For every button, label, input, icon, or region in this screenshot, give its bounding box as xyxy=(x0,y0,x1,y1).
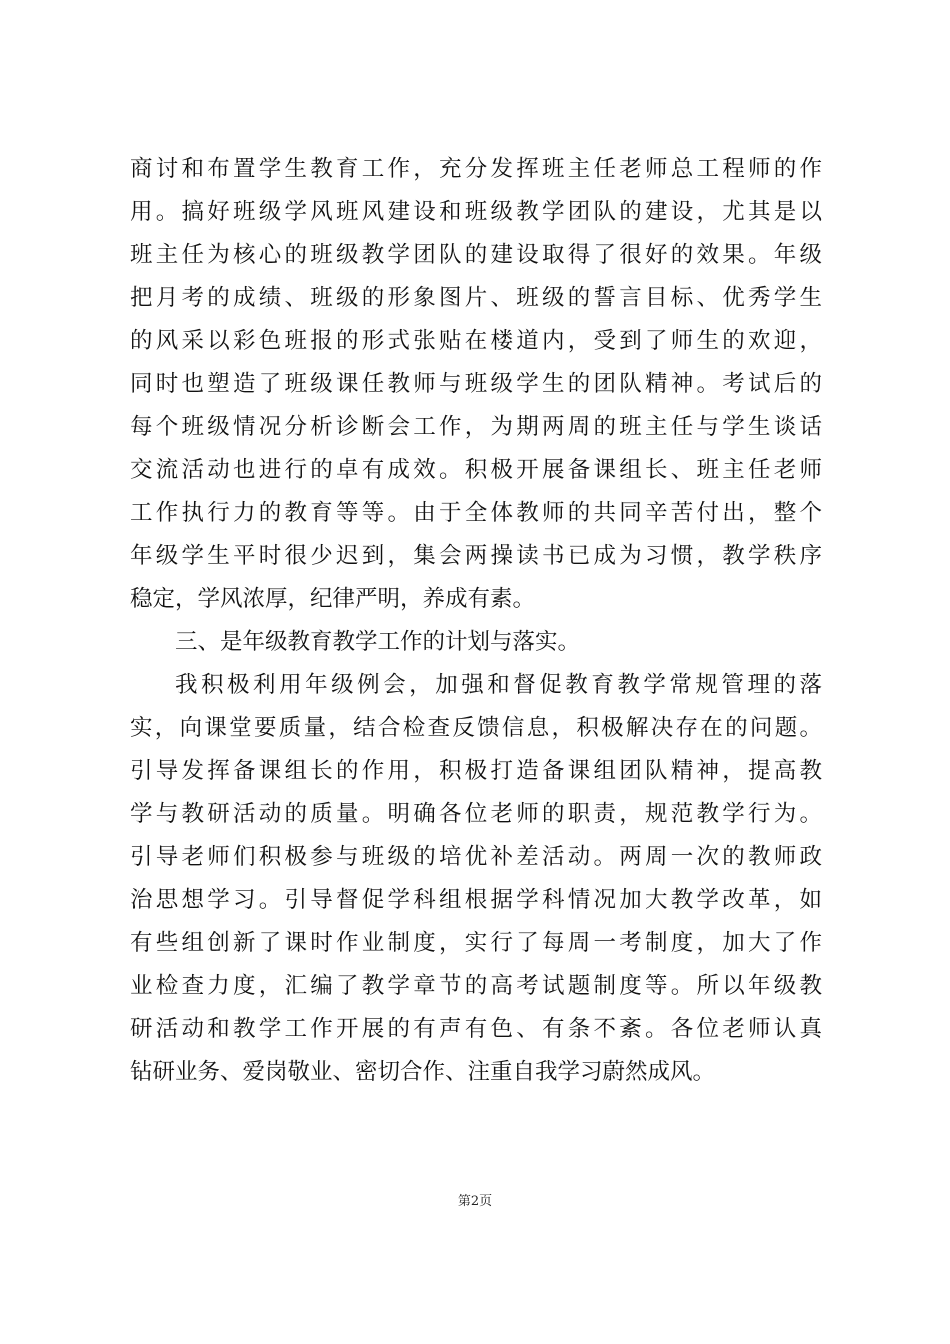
text-line: 用。搞好班级学风班风建设和班级教学团队的建设，尤其是以 xyxy=(130,199,822,225)
paragraph-1 xyxy=(130,148,822,621)
text-line: 年级学生平时很少迟到，集会两操读书已成为习惯，教学秩序 xyxy=(130,543,822,569)
text-line: 引导老师们积极参与班级的培优补差活动。两周一次的教师政 xyxy=(130,844,822,870)
text-line: 商讨和布置学生教育工作，充分发挥班主任老师总工程师的作 xyxy=(130,156,822,182)
text-line: 稳定，学风浓厚，纪律严明，养成有素。 xyxy=(130,586,536,612)
text-line: 研活动和教学工作开展的有声有色、有条不紊。各位老师认真 xyxy=(130,1016,822,1042)
body-text xyxy=(130,148,822,1094)
section-heading xyxy=(130,621,822,664)
text-line: 治思想学习。引导督促学科组根据学科情况加大教学改革，如 xyxy=(130,887,822,913)
paragraph-3 xyxy=(130,664,822,1094)
page-number: 第2页 xyxy=(457,1194,493,1209)
text-line: 交流活动也进行的卓有成效。积极开展备课组长、班主任老师 xyxy=(130,457,822,483)
text-line: 把月考的成绩、班级的形象图片、班级的誓言目标、优秀学生 xyxy=(130,285,822,311)
text-line: 班主任为核心的班级教学团队的建设取得了很好的效果。年级 xyxy=(130,242,822,268)
text-line: 钻研业务、爱岗敬业、密切合作、注重自我学习蔚然成风。 xyxy=(130,1059,716,1085)
text-line: 实，向课堂要质量，结合检查反馈信息，积极解决存在的问题。 xyxy=(130,715,822,741)
text-line: 我积极利用年级例会，加强和督促教育教学常规管理的落 xyxy=(175,672,822,698)
text-line: 工作执行力的教育等等。由于全体教师的共同辛苦付出，整个 xyxy=(130,500,822,526)
text-line: 业检查力度，汇编了教学章节的高考试题制度等。所以年级教 xyxy=(130,973,822,999)
heading-line: 三、是年级教育教学工作的计划与落实。 xyxy=(175,629,581,655)
text-line: 有些组创新了课时作业制度，实行了每周一考制度，加大了作 xyxy=(130,930,822,956)
text-line: 引导发挥备课组长的作用，积极打造备课组团队精神，提高教 xyxy=(130,758,822,784)
text-line: 的风采以彩色班报的形式张贴在楼道内，受到了师生的欢迎， xyxy=(130,328,822,354)
text-line: 学与教研活动的质量。明确各位老师的职责，规范教学行为。 xyxy=(130,801,822,827)
text-line: 同时也塑造了班级课任教师与班级学生的团队精神。考试后的 xyxy=(130,371,822,397)
text-line: 每个班级情况分析诊断会工作，为期两周的班主任与学生谈话 xyxy=(130,414,822,440)
